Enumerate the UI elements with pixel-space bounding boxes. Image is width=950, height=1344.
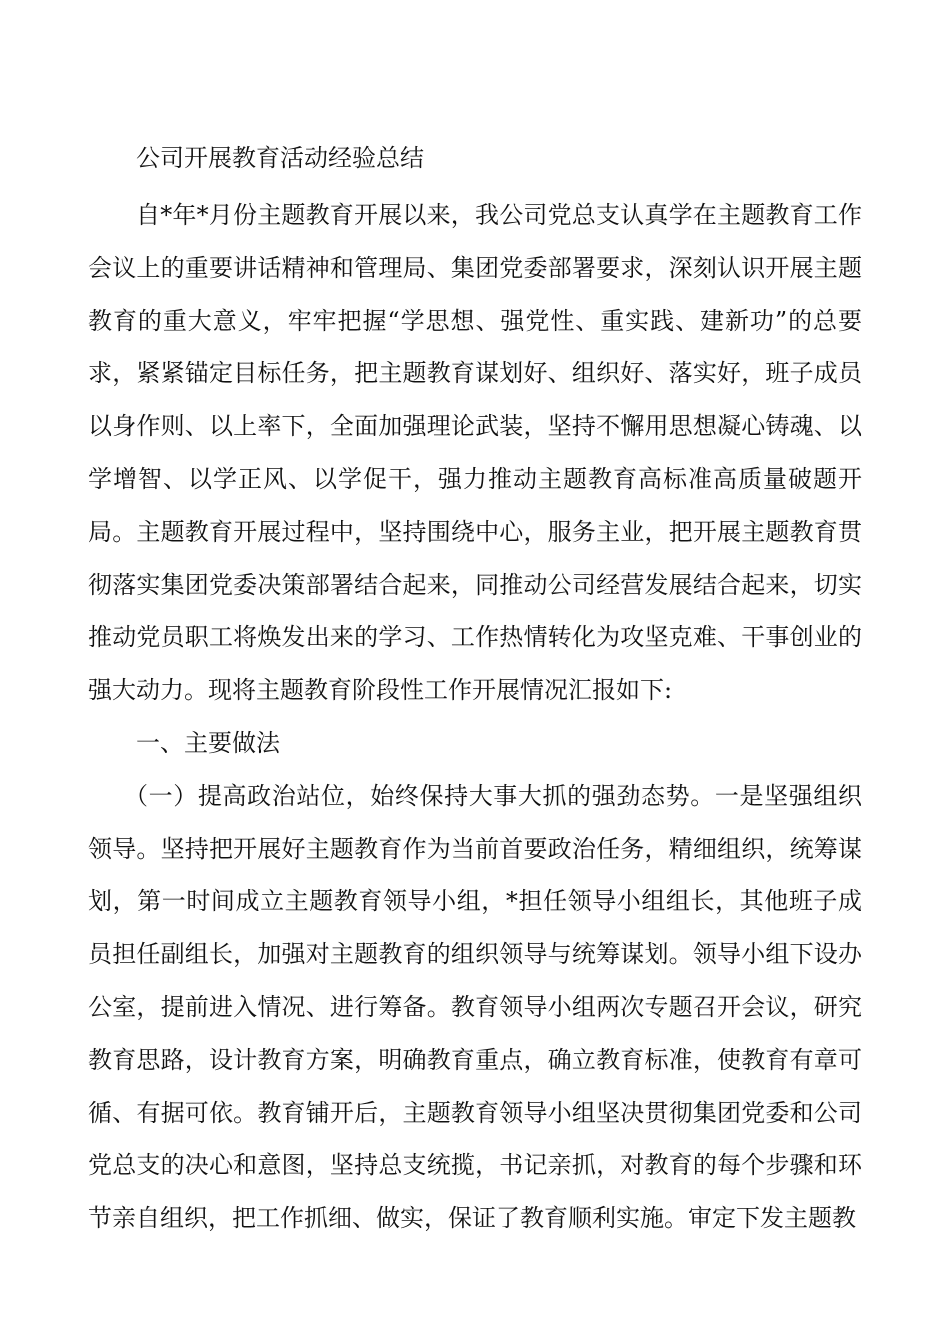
section-heading: 一、主要做法 — [136, 728, 280, 757]
section-paragraph: （一）提高政治站位，始终保持大事大抓的强劲态势。一是坚强组织领导。坚持把开展好主题教育作为当前首要政治任务，精细组织，统筹谋划，第一时间成立主题教育领导小组，*担任领导小组组长，其他班子成员担任副组长，加强对主题教育的组织领导与统筹谋划。领导小组下设办公室，提前进入情况、进行筹备。教育领导小组两次专题召开会议，研究教育思路，设计教育方案，明确教育重点，确立教育标准，使教育有章可循、有据可依。教育铺开后，主题教育领导小组坚决贯彻集团党委和公司党总支的决心和意图，坚持总支统揽，书记亲抓，对教育的每个步骤和环节亲自组织，把工作抓细、做实，保证了教育顺利实施。审定下发主题教 — [88, 781, 862, 1233]
document-title: 公司开展教育活动经验总结 — [136, 144, 424, 172]
intro-paragraph: 自*年*月份主题教育开展以来，我公司党总支认真学在主题教育工作会议上的重要讲话精神和管理局、集团党委部署要求，深刻认识开展主题教育的重大意义，牢牢把握“学思想、强党性、重实践、建新功”的总要求，紧紧锚定目标任务，把主题教育谋划好、组织好、落实好，班子成员以身作则、以上率下，全面加强理论武装，坚持不懈用思想凝心铸魂、以学增智、以学正风、以学促干，强力推动主题教育高标准高质量破题开局。主题教育开展过程中，坚持围绕中心，服务主业，把开展主题教育贯彻落实集团党委决策部署结合起来，同推动公司经营发展结合起来，切实推动党员职工将焕发出来的学习、工作热情转化为攻坚克难、干事创业的强大动力。现将主题教育阶段性工作开展情况汇报如下: — [88, 201, 862, 705]
